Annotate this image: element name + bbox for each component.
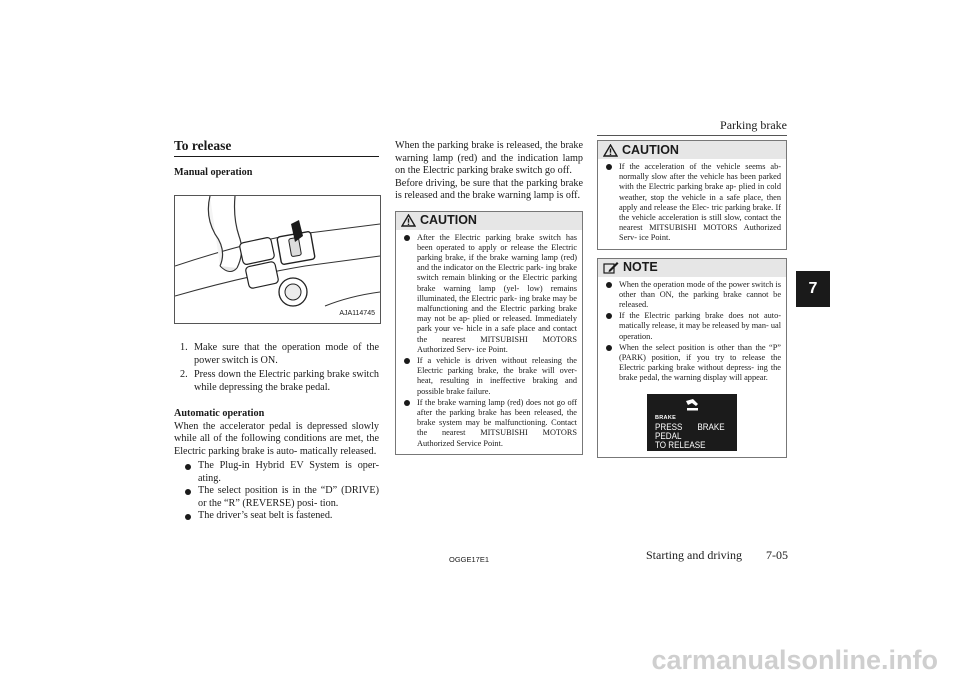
- list-item: [603, 162, 781, 244]
- bullet-icon: [606, 164, 612, 170]
- before-driving-paragraph: Before driving, be sure that the parking brake is released and the brake warning lamp is off.: [395, 177, 583, 201]
- caution-text: If a vehicle is driven without releasing the Electric parking brake, the brake will over- heat, resulting in ineffective braking and possible brake failure.: [417, 355, 577, 396]
- condition-text: The select position is in the “D” (DRIVE) or the “R” (REVERSE) posi- tion.: [198, 485, 379, 509]
- watermark: carmanualsonline.info: [651, 645, 938, 675]
- display-line-2: TO RELEASE: [655, 439, 706, 451]
- caution-text: If the brake warning lamp (red) does not go off after the parking brake has been released, the brake system may be malfunctioning. Contact the nearest MITSUBISHI MOTORS Authorized Service Point.: [417, 397, 577, 448]
- step-number: 1.: [180, 342, 188, 353]
- section-title: To release: [174, 140, 379, 157]
- figure-code: AJA114745: [338, 308, 376, 321]
- note-text: If the Electric parking brake does not auto- matically release, it may be released by man- ual operation.: [619, 311, 781, 341]
- bullet-icon: [606, 313, 612, 319]
- caution-body: [598, 159, 786, 249]
- caution-box: [395, 211, 583, 455]
- release-paragraph: When the parking brake is released, the brake warning lamp (red) and the indication lamp on the Electric parking brake switch go off.: [395, 140, 583, 176]
- caution-box: [597, 140, 787, 250]
- list-item: [174, 369, 379, 394]
- list-item: [603, 343, 781, 384]
- document-code: OGGE17E1: [449, 555, 490, 564]
- note-header: [598, 259, 786, 277]
- warning-triangle-icon: [603, 144, 618, 157]
- caution-text: After the Electric parking brake switch has been operated to apply or release the Electric parking brake, if the brake warning lamp (red) and the indicator on the Electric park- ing brake switch remain blinking or the Electric parking brake warning lamp (yel- low) remains illuminated, the Electric park- ing brake may be malfunctioning and the Electric parking brake may not be ap- plied or released. Immediately park your ve- hicle in a safe place and contact the nearest MITSUBISHI MOTORS Authorized Serv- ice Point.: [417, 232, 577, 354]
- bullet-icon: [606, 282, 612, 288]
- list-item: [603, 280, 781, 311]
- automatic-operation-text: When the accelerator pedal is depressed slowly while all of the following conditions are met, the Electric parking brake is auto- matically released.: [174, 420, 379, 457]
- bullet-icon: [404, 400, 410, 406]
- caution-body: [396, 230, 582, 454]
- list-item: [174, 485, 379, 510]
- note-box: [597, 258, 787, 458]
- column-3: [597, 140, 787, 458]
- condition-text: The driver’s seat belt is fastened.: [198, 510, 333, 521]
- display-line-1: PRESS BRAKE PEDAL: [655, 421, 725, 442]
- bullet-icon: [185, 514, 191, 520]
- switch-illustration: [174, 195, 381, 324]
- list-item: [401, 398, 577, 449]
- caution-title: CAUTION: [622, 142, 679, 157]
- list-item: [401, 233, 577, 355]
- console-drawing: [175, 196, 380, 323]
- display-message: [655, 423, 725, 450]
- chapter-tab: 7: [796, 271, 830, 307]
- foot-on-pedal-icon: [684, 398, 700, 412]
- automatic-operation-heading: Automatic operation: [174, 408, 265, 419]
- page-number: 7-05: [766, 548, 788, 562]
- note-title: NOTE: [623, 260, 658, 275]
- list-item: [174, 510, 379, 523]
- condition-text: The Plug-in Hybrid EV System is oper- ating.: [198, 460, 379, 484]
- list-item: [174, 460, 379, 485]
- list-item: [603, 311, 781, 342]
- note-text: When the operation mode of the power switch is other than ON, the parking brake cannot be released.: [619, 279, 781, 310]
- manual-operation-heading: Manual operation: [174, 166, 253, 178]
- warning-triangle-icon: [401, 214, 416, 227]
- caution-list: [401, 233, 577, 449]
- bullet-icon: [404, 235, 410, 241]
- caution-text: If the acceleration of the vehicle seems ab- normally slow after the vehicle has been parked with the Electric parking brake ap- plied in cold weather, stop the vehicle in a safe place, then apply and release the Elec- tric parking brake. If the vehicle acceleration is still slow, contact the nearest MITSUBISHI MOTORS Authorized Serv- ice Point.: [619, 162, 781, 243]
- caution-header: [598, 141, 786, 159]
- step-text: Press down the Electric parking brake switch while depressing the brake pedal.: [194, 369, 379, 393]
- list-item: [174, 342, 379, 367]
- column-1: [174, 140, 379, 523]
- note-pencil-icon: [603, 261, 619, 274]
- step-number: 2.: [180, 369, 188, 380]
- bullet-icon: [185, 464, 191, 470]
- note-list: [603, 280, 781, 384]
- step-text: Make sure that the operation mode of the power switch is ON.: [194, 342, 379, 366]
- caution-header: [396, 212, 582, 230]
- release-steps: [174, 342, 379, 394]
- header-rule: [597, 135, 787, 136]
- caution-title: CAUTION: [420, 213, 477, 228]
- running-header: Parking brake: [720, 118, 787, 132]
- bullet-icon: [185, 489, 191, 495]
- brake-warning-display: [647, 394, 737, 451]
- footer-section: Starting and driving: [646, 548, 742, 562]
- display-label: BRAKE: [655, 414, 677, 421]
- list-item: [401, 356, 577, 397]
- bullet-icon: [606, 345, 612, 351]
- condition-list: [174, 460, 379, 523]
- caution-list: [603, 162, 781, 244]
- column-2: [395, 140, 583, 455]
- note-body: [598, 277, 786, 457]
- bullet-icon: [404, 358, 410, 364]
- note-text: When the select position is other than the “P” (PARK) position, if you try to release the Electric parking brake without depress- ing the brake pedal, the warning display will appear.: [619, 342, 781, 383]
